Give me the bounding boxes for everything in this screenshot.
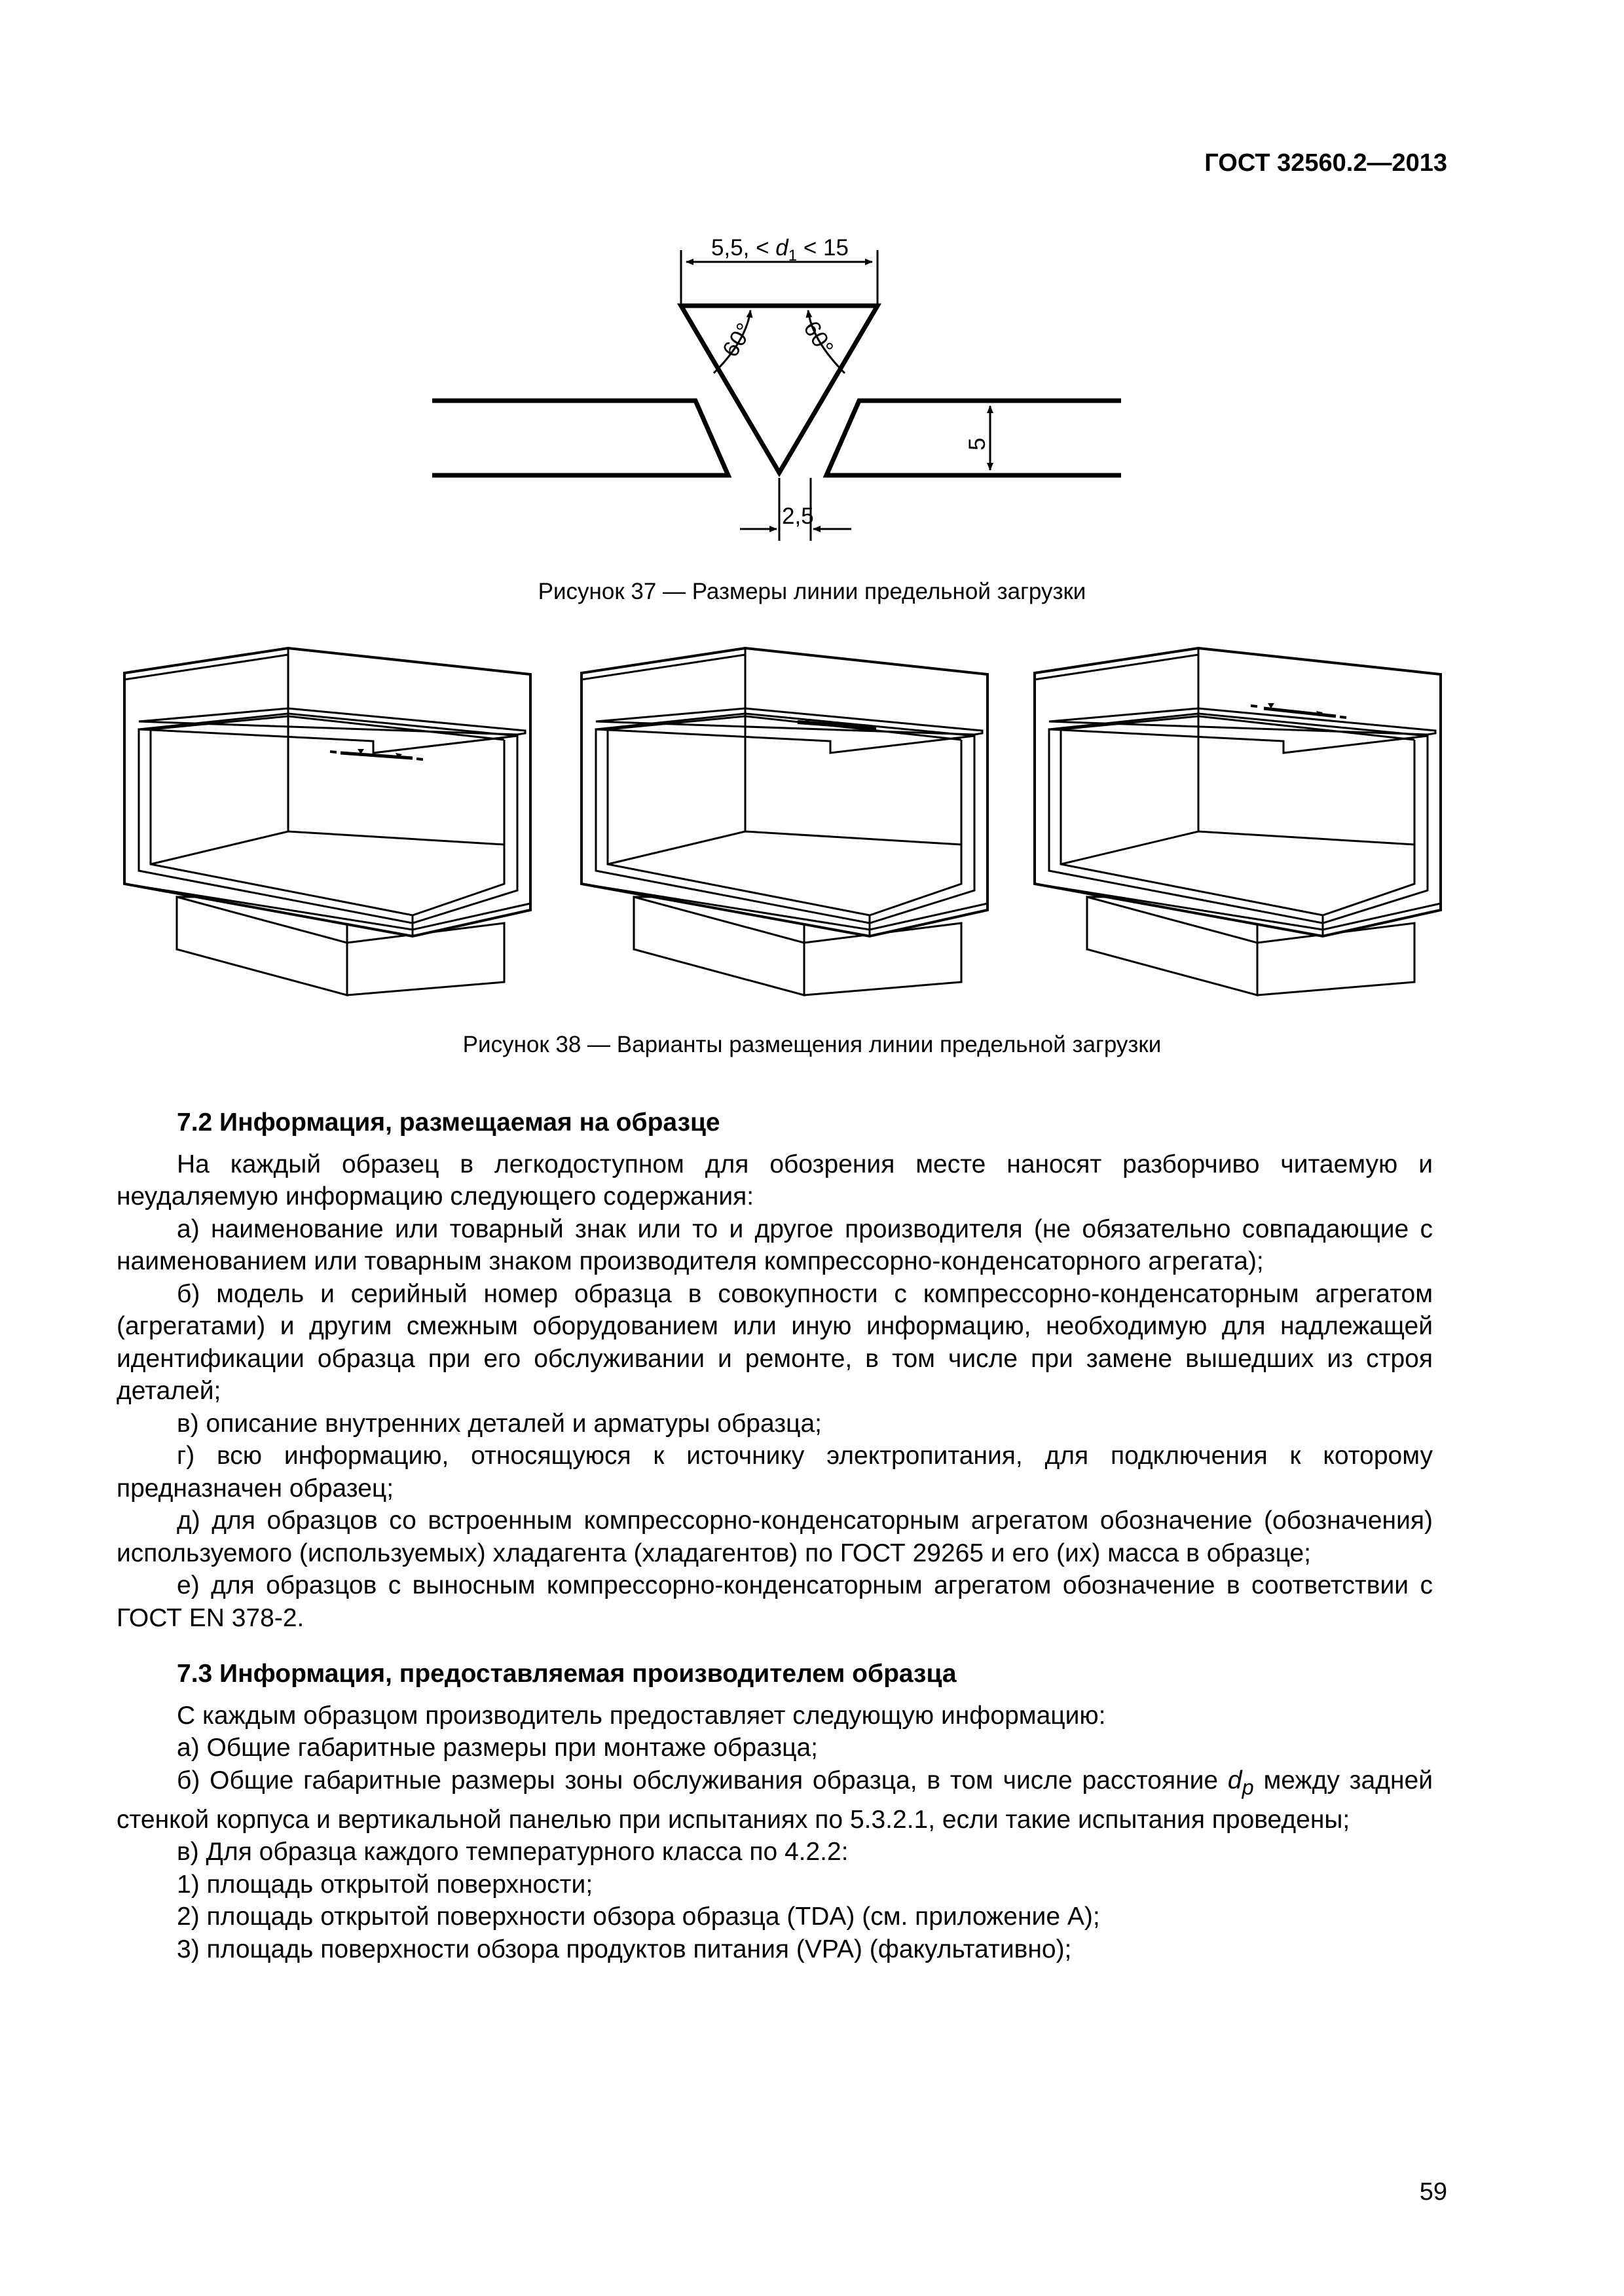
section-7-2-item-d: д) для образцов со встроенным компрессорно-конденсаторным агрегатом обозначение (обозначения) используемого (используемых) хладагента (хладагентов) по ГОСТ 29265 и его (их) масса в образце; xyxy=(117,1506,1433,1567)
section-7-3-item-3: 3) площадь поверхности обзора продуктов питания (VPA) (факультативно); xyxy=(177,1935,1072,1963)
section-7-3-item-2: 2) площадь открытой поверхности обзора образца (TDA) (см. приложение А); xyxy=(177,1903,1100,1931)
figure-37-caption: Рисунок 37 — Размеры линии предельной загрузки xyxy=(538,579,1086,604)
section-7-3-item-b: б) Общие габаритные размеры зоны обслуживания образца, в том числе расстояние $d_p$ между задней стенкой корпуса и вертикальной панелью при испытаниях по 5.3.2.1, если такие испытания проведены; xyxy=(117,1766,1433,1834)
v-groove xyxy=(681,306,877,473)
document-header: ГОСТ 32560.2—2013 xyxy=(1204,149,1447,177)
figure-38-drawing xyxy=(0,648,1624,1028)
angle-left-label: 60° xyxy=(717,318,758,362)
angle-right-label: 60° xyxy=(798,316,839,360)
section-7-3-item-v: в) Для образца каждого температурного класса по 4.2.2: xyxy=(177,1838,849,1867)
cabinet-variant-3 xyxy=(1035,648,1441,995)
section-7-2-heading: 7.2 Информация, размещаемая на образце xyxy=(177,1108,720,1137)
body-text xyxy=(117,1106,1433,1965)
page-number: 59 xyxy=(1419,2178,1447,2206)
left-plate xyxy=(432,401,728,475)
section-7-3-paragraph: С каждым образцом производитель предоставляет следующую информацию: xyxy=(177,1701,1106,1730)
section-7-2-item-v: в) описание внутренних деталей и арматуры образца; xyxy=(177,1409,822,1438)
section-7-3-item-1: 1) площадь открытой поверхности; xyxy=(177,1870,593,1899)
groove-profile xyxy=(432,306,1121,475)
figure-38 xyxy=(0,648,1624,1028)
section-7-2-item-g: г) всю информацию, относящуюся к источнику электропитания, для подключения к которому предназначен образец; xyxy=(117,1442,1433,1503)
section-7-3-item-a: а) Общие габаритные размеры при монтаже образца; xyxy=(177,1734,818,1762)
section-7-2-paragraph: На каждый образец в легкодоступном для обозрения месте наносят разборчиво читаемую и неудаляемую информацию следующего содержания: xyxy=(117,1150,1433,1211)
dim-top-label: 5,5, < $d_1 < 15$ xyxy=(711,235,849,264)
cabinet-variant-1 xyxy=(124,648,530,995)
figure-38-caption: Рисунок 38 — Варианты размещения линии предельной загрузки xyxy=(462,1032,1162,1057)
figure-37 xyxy=(0,0,1624,602)
section-7-2-item-a: а) наименование или товарный знак или то и другое производителя (не обязательно совпадающие с наименованием или товарным знаком производителя компрессорно-конденсаторного агрегата); xyxy=(117,1214,1433,1275)
section-7-2-item-b: б) модель и серийный номер образца в совокупности с компрессорно-конденсаторным агрегатом (агрегатами) и другим смежным оборудованием или иную информацию, необходимую для надлежащей идентификации образца при его обслуживании и ремонте, в том числе при замене вышедших из строя деталей; xyxy=(117,1279,1433,1405)
dim-bottom-label: 2,5 xyxy=(782,503,814,529)
section-7-3-heading: 7.3 Информация, предоставляемая производителем образца xyxy=(177,1660,957,1688)
dim-right-label: 5 xyxy=(965,437,990,450)
figure-37-drawing xyxy=(0,0,1624,602)
cabinet-variant-2 xyxy=(581,648,987,995)
section-7-2-item-e: е) для образцов с выносным компрессорно-конденсаторным агрегатом обозначение в соответствии с ГОСТ EN 378-2. xyxy=(117,1571,1433,1632)
